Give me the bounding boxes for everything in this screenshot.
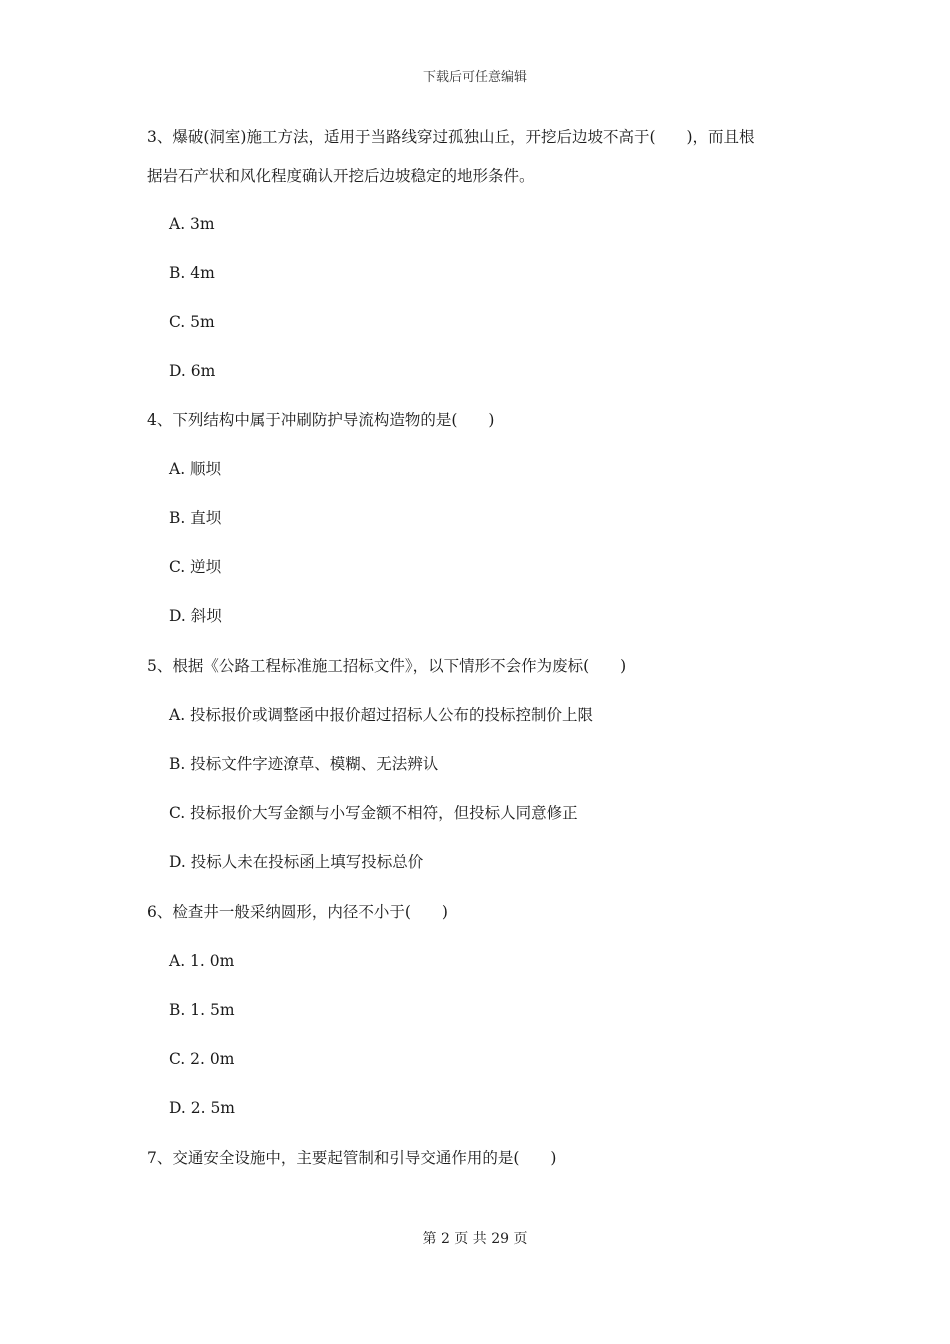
question-3-option-c: C. 5m [169,313,215,331]
question-4-option-d: D. 斜坝 [169,607,222,625]
question-3-stem-line-2: 据岩石产状和风化程度确认开挖后边坡稳定的地形条件。 [147,167,535,185]
question-4-stem: 4、下列结构中属于冲刷防护导流构造物的是( ) [147,411,495,429]
question-5-stem: 5、根据《公路工程标准施工招标文件》，以下情形不会作为废标( ) [147,657,627,675]
question-6-option-a: A. 1. 0m [169,952,235,970]
question-6-option-d: D. 2. 5m [169,1099,236,1117]
question-5-option-d: D. 投标人未在投标函上填写投标总价 [169,853,424,871]
question-4-option-c: C. 逆坝 [169,558,222,576]
question-3-option-b: B. 4m [169,264,215,282]
question-6-stem: 6、检查井一般采纳圆形，内径不小于( ) [147,903,448,921]
question-6-option-b: B. 1. 5m [169,1001,235,1019]
question-5-option-c: C. 投标报价大写金额与小写金额不相符，但投标人同意修正 [169,804,578,822]
question-5-option-b: B. 投标文件字迹潦草、模糊、无法辨认 [169,755,439,773]
question-7-stem: 7、交通安全设施中，主要起管制和引导交通作用的是( ) [147,1149,557,1167]
question-4-option-b: B. 直坝 [169,509,222,527]
question-3-option-d: D. 6m [169,362,216,380]
page-footer: 第 2 页 共 29 页 [422,1231,528,1247]
question-5-option-a: A. 投标报价或调整函中报价超过招标人公布的投标控制价上限 [169,706,594,724]
question-4-option-a: A. 顺坝 [169,460,222,478]
page-header: 下载后可任意编辑 [422,70,527,85]
question-3-option-a: A. 3m [169,215,215,233]
question-3-stem-line-1: 3、爆破(洞室)施工方法，适用于当路线穿过孤独山丘，开挖后边坡不高于( )，而且根 [147,128,755,146]
question-6-option-c: C. 2. 0m [169,1050,235,1068]
